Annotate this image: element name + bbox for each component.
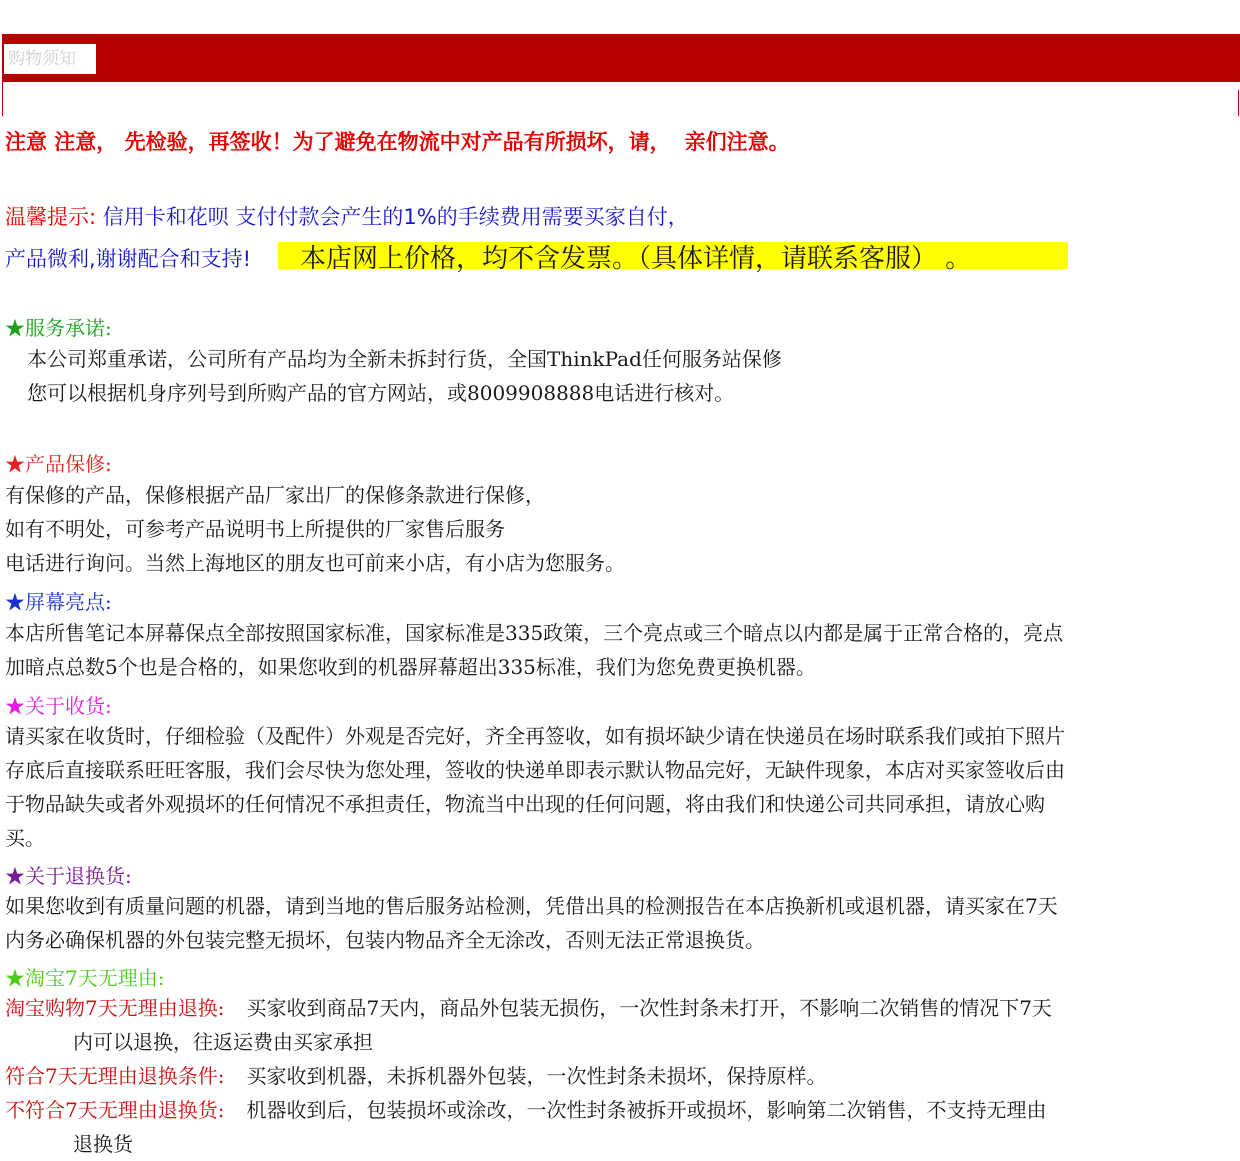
section-heading-receiving: ★关于收货: (5, 694, 112, 718)
notice-line (5, 126, 790, 156)
header-banner (2, 34, 1240, 82)
taobao-item-cont: 内可以退换，往返运费由买家承担 (73, 1030, 373, 1054)
notice-text: 注意 注意， 先检验，再签收！为了避免在物流中对产品有所损坏，请， (5, 130, 671, 154)
divider-left (2, 82, 3, 116)
section-heading-service: ★服务承诺: (5, 316, 112, 340)
receiving-line: 存底后直接联系旺旺客服，我们会尽快为您处理，签收的快递单即表示默认物品完好，无缺件现象，本店对买家签收后由 (5, 758, 1065, 782)
taobao-item (5, 1093, 1046, 1127)
tip-text: 信用卡和花呗 支付付款会产生的1%的手续费用需要买家自付， (96, 205, 689, 229)
receiving-line: 请买家在收货时，仔细检验（及配件）外观是否完好，齐全再签收，如有损坏缺少请在快递员在场时联系我们或拍下照片 (5, 724, 1065, 748)
taobao-item-text: 买家收到商品7天内，商品外包装无损伤，一次性封条未打开，不影响二次销售的情况下7天 (246, 996, 1052, 1020)
taobao-item-text: 买家收到机器，未拆机器外包装，一次性封条未损坏，保持原样。 (246, 1064, 827, 1088)
taobao-item-label: 淘宝购物7天无理由退换: (5, 996, 225, 1020)
taobao-item-cont: 退换货 (73, 1132, 133, 1156)
section-heading-taobao: ★淘宝7天无理由: (5, 966, 165, 990)
service-line: 本公司郑重承诺，公司所有产品均为全新未拆封行货，全国ThinkPad任何服务站保修 (27, 347, 782, 371)
notice-tail: 亲们注意。 (684, 130, 790, 154)
warranty-line: 有保修的产品，保修根据产品厂家出厂的保修条款进行保修， (5, 483, 545, 507)
warranty-line: 电话进行询问。当然上海地区的朋友也可前来小店，有小店为您服务。 (5, 551, 625, 575)
section-heading-returns: ★关于退换货: (5, 864, 132, 888)
taobao-item-text: 机器收到后，包装损坏或涂改，一次性封条被拆开或损坏，影响第二次销售，不支持无理由 (246, 1098, 1047, 1122)
taobao-item-label: 符合7天无理由退换条件: (5, 1064, 225, 1088)
screen-line: 加暗点总数5个也是合格的，如果您收到的机器屏幕超出335标准，我们为您免费更换机器。 (5, 655, 816, 679)
taobao-item (5, 991, 1052, 1025)
section-heading-screen: ★屏幕亮点: (5, 590, 112, 614)
returns-line: 如果您收到有质量问题的机器，请到当地的售后服务站检测，凭借出具的检测报告在本店换新机或退机器，请买家在7天 (5, 894, 1058, 918)
banner-tab: 购物须知 (4, 44, 96, 74)
highlight-text: 本店网上价格，均不含发票。（具体详情，请联系客服） 。 (300, 244, 972, 274)
section-heading-warranty: ★产品保修: (5, 452, 112, 476)
receiving-line: 买。 (5, 826, 45, 850)
receiving-line: 于物品缺失或者外观损坏的任何情况不承担责任，物流当中出现的任何问题，将由我们和快递公司共同承担，请放心购 (5, 792, 1045, 816)
taobao-item-label: 不符合7天无理由退换货: (5, 1098, 225, 1122)
taobao-item (5, 1059, 826, 1093)
screen-line: 本店所售笔记本屏幕保点全部按照国家标准，国家标准是335政策，三个亮点或三个暗点以内都是属于正常合格的，亮点 (5, 621, 1064, 645)
warranty-line: 如有不明处，可参考产品说明书上所提供的厂家售后服务 (5, 517, 505, 541)
returns-line: 内务必确保机器的外包装完整无损坏，包装内物品齐全无涂改，否则无法正常退换货。 (5, 928, 765, 952)
tip-label: 温馨提示: (5, 205, 97, 229)
tip-line-2: 产品微利,谢谢配合和支持! (5, 247, 252, 271)
tip-line (5, 201, 689, 231)
divider-right (1238, 90, 1239, 116)
service-line: 您可以根据机身序列号到所购产品的官方网站，或8009908888电话进行核对。 (27, 381, 735, 405)
